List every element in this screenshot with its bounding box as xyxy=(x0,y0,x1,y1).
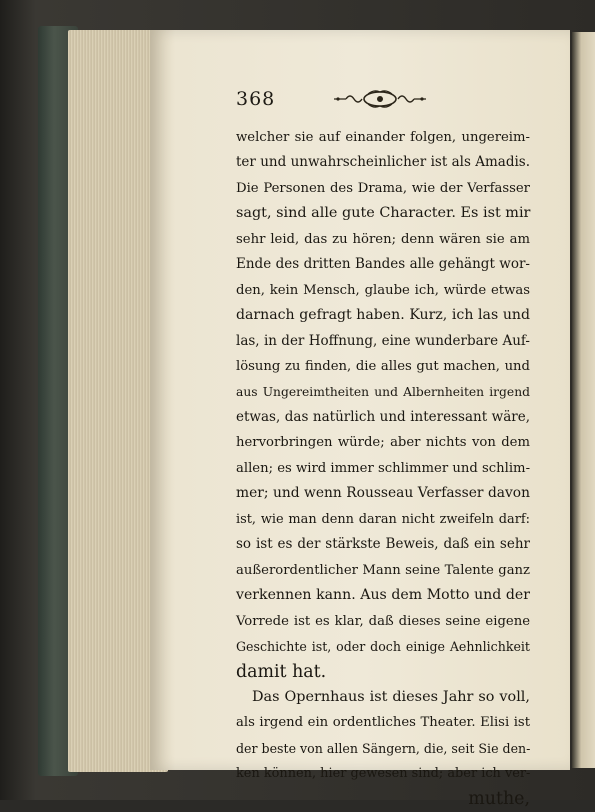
text-line: aus Ungereimtheiten und Albernheiten irgend xyxy=(236,384,530,399)
text-line: sehr leid, das zu hören; denn wären sie am xyxy=(236,231,530,247)
text-line: darnach gefragt haben. Kurz, ich las und xyxy=(236,307,530,324)
text-line: lösung zu finden, die alles gut machen, und xyxy=(236,359,530,375)
facing-page-edge xyxy=(572,32,595,768)
text-line: sagt, sind alle gute Character. Es ist mir xyxy=(236,205,531,222)
text-line: verkennen kann. Aus dem Motto und der xyxy=(236,587,530,604)
catchword: muthe, xyxy=(468,788,530,809)
paragraph-1 xyxy=(236,125,530,685)
text-line: Vorrede ist es klar, daß dieses seine eigene xyxy=(236,613,530,629)
text-line: ter und unwahrscheinlicher ist als Amadis. xyxy=(236,154,530,171)
text-line: Die Personen des Drama, wie der Verfasser xyxy=(236,180,530,196)
body-text xyxy=(236,125,530,812)
ornament-icon xyxy=(332,88,428,110)
paragraph-2 xyxy=(236,685,530,812)
text-line: hervorbringen würde; aber nichts von dem xyxy=(236,435,530,451)
text-line: Das Opernhaus ist dieses Jahr so voll, xyxy=(252,688,530,705)
text-line: außerordentlicher Mann seine Talente ganz xyxy=(236,562,530,578)
text-line: allen; es wird immer schlimmer und schlim- xyxy=(236,460,531,476)
text-line: Ende des dritten Bandes alle gehängt wor- xyxy=(236,256,530,273)
text-line: ken können, hier gewesen sind; aber ich ver- xyxy=(236,766,531,782)
text-line: der beste von allen Sängern, die, seit Sie den- xyxy=(236,740,531,756)
text-line: mer; und wenn Rousseau Verfasser davon xyxy=(236,485,530,502)
text-line: las, in der Hoffnung, eine wunderbare Auf- xyxy=(236,332,530,349)
text-line: als irgend ein ordentliches Theater. Elisi ist xyxy=(236,715,530,731)
text-line: so ist es der stärkste Beweis, daß ein sehr xyxy=(236,536,530,553)
text-line: etwas, das natürlich und interessant wäre, xyxy=(236,408,530,425)
text-line: ist, wie man denn daran nicht zweifeln darf: xyxy=(236,511,530,527)
text-line: Geschichte ist, oder doch einige Aehnlichkeit xyxy=(236,639,530,655)
text-line: damit hat. xyxy=(236,661,327,682)
page-number: 368 xyxy=(236,88,276,110)
text-line: welcher sie auf einander folgen, ungereim- xyxy=(236,130,530,145)
text-line: den, kein Mensch, glaube ich, würde etwas xyxy=(236,282,530,298)
